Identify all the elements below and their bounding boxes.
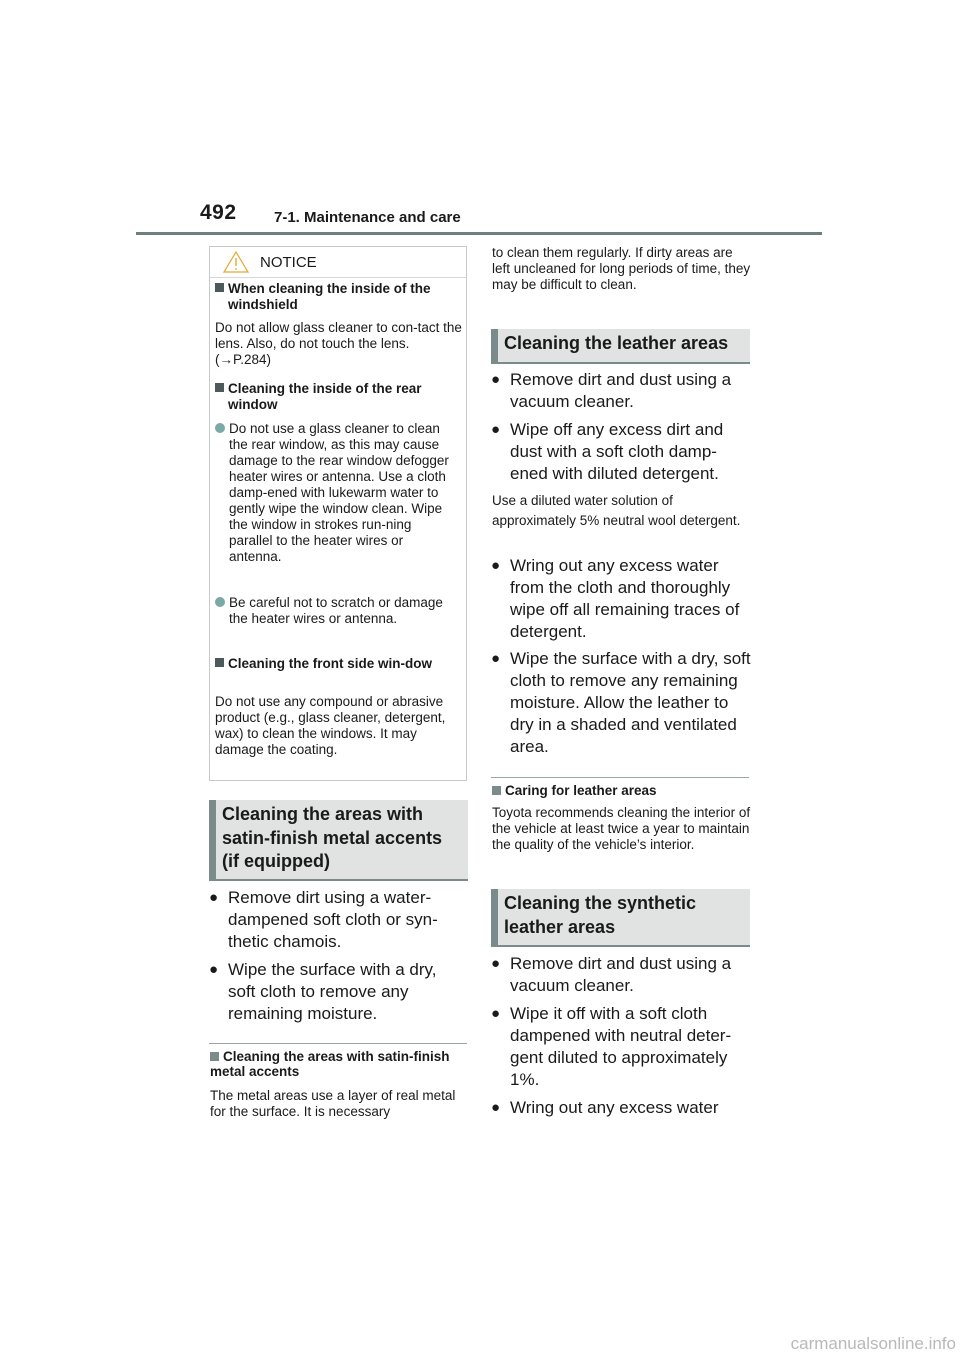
notice-box [209, 246, 467, 781]
notice-front-side-heading: Cleaning the front side win-dow [215, 656, 460, 672]
leather-bullet: ● Wring out any excess water from the cloth and thoroughly wipe off all remaining traces of detergent. [491, 556, 740, 641]
synthetic-bullet: ● Wipe it off with a soft cloth dampened with neutral deter-gent diluted to approximately 1%. [491, 1004, 732, 1089]
bullet-icon: ● [491, 371, 501, 388]
caring-body: Toyota recommends cleaning the interior of the vehicle at least twice a year to maintain the quality of the vehicle’s interior. [492, 805, 751, 852]
bullet-icon: ● [491, 955, 501, 972]
synthetic-bullet: ● Wring out any excess water [491, 1098, 719, 1117]
satin-bullet: ● Wipe the surface with a dry, soft cloth to remove any remaining moisture. [209, 960, 437, 1023]
notice-rear-window-heading: Cleaning the inside of the rear window [215, 381, 460, 413]
header-rule [136, 232, 822, 235]
bullet-icon: ● [209, 889, 219, 906]
watermark: carmanualsonline.info [790, 1334, 956, 1353]
notice-front-side-body: Do not use any compound or abrasive product (e.g., glass cleaner, detergent, wax) to clean the windows. It may damage the coating. [215, 694, 446, 757]
notice-rear-window-bullet: Be careful not to scratch or damage the heater wires or antenna. [215, 595, 457, 627]
square-bullet-icon [492, 786, 501, 795]
bullet-icon: ● [491, 421, 501, 438]
notice-label: NOTICE [260, 254, 317, 271]
satin-bullet: ● Remove dirt using a water-dampened soft cloth or syn-thetic chamois. [209, 888, 438, 951]
caring-heading: Caring for leather areas [492, 783, 750, 798]
notice-rear-window-bullet: Do not use a glass cleaner to clean the rear window, as this may cause damage to the rear window defogger heater wires or antenna. Use a cloth damp-ened with lukewarm water to gently wipe the window clean. Wipe the window in strokes run-ning parallel to the heater wires or antenna. [215, 421, 457, 565]
bullet-icon: ● [491, 1099, 501, 1116]
leather-bullet: ● Wipe the surface with a dry, soft cloth to remove any remaining moisture. Allow the leather to dry in a shaded and ventilated area. [491, 649, 751, 756]
bullet-icon: ● [491, 650, 501, 667]
leather-note: Use a diluted water solution of approximately 5% neutral wool detergent. [492, 493, 741, 528]
leather-bullet: ● Wipe off any excess dirt and dust with a soft cloth damp-ened with diluted detergent. [491, 420, 724, 483]
round-bullet-icon [215, 423, 225, 433]
divider [491, 777, 749, 778]
divider [209, 1043, 467, 1044]
square-bullet-icon [215, 283, 224, 292]
bullet-icon: ● [491, 557, 501, 574]
notice-windshield-heading: When cleaning the inside of the windshield [215, 281, 460, 313]
notice-header [210, 247, 466, 278]
bullet-icon: ● [491, 1005, 501, 1022]
round-bullet-icon [215, 597, 225, 607]
page-number: 492 [200, 201, 237, 224]
satin-heading: Cleaning the areas with satin-finish metal accents (if equipped) [209, 800, 468, 881]
square-bullet-icon [215, 383, 224, 392]
synthetic-heading: Cleaning the synthetic leather areas [491, 889, 750, 947]
satin-note-body: The metal areas use a layer of real metal for the surface. It is necessary [210, 1088, 456, 1119]
square-bullet-icon [215, 658, 224, 667]
bullet-icon: ● [209, 961, 219, 978]
square-bullet-icon [210, 1052, 219, 1061]
warning-triangle-icon [223, 251, 249, 273]
notice-windshield-body: Do not allow glass cleaner to con-tact the lens. Also, do not touch the lens. (→P.284) [215, 320, 462, 367]
section-title: 7-1. Maintenance and care [274, 209, 461, 226]
satin-note-continued: to clean them regularly. If dirty areas are left uncleaned for long periods of time, they may be difficult to clean. [492, 245, 751, 292]
leather-bullet: ● Remove dirt and dust using a vacuum cleaner. [491, 370, 732, 411]
leather-heading: Cleaning the leather areas [491, 329, 750, 364]
satin-note-heading: Cleaning the areas with satin-finish metal accents [210, 1049, 450, 1079]
synthetic-bullet: ● Remove dirt and dust using a vacuum cleaner. [491, 954, 732, 995]
